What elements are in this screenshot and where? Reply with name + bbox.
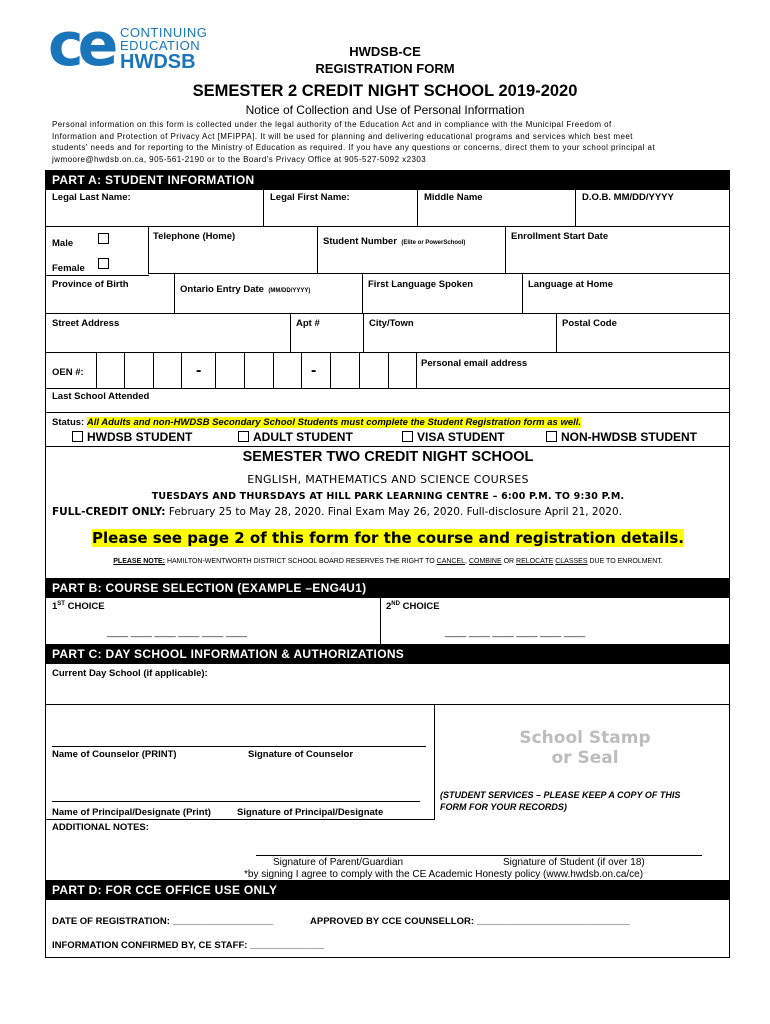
counselor-signature-line (52, 746, 426, 747)
logo-mark: ce (48, 10, 113, 80)
visa-student-label: VISA STUDENT (417, 430, 505, 444)
email-label: Personal email address (421, 358, 528, 369)
postal-code-label: Postal Code (562, 318, 617, 329)
please-note-text-1: HAMILTON-WENTWORTH DISTRICT SCHOOL BOARD RESERVES THE RIGHT TO (166, 558, 435, 565)
status-visa-student[interactable] (402, 430, 505, 444)
postal-code-field[interactable] (557, 314, 729, 351)
second-choice-text: CHOICE (402, 601, 440, 613)
part-c-heading: PART C: DAY SCHOOL INFORMATION & AUTHORIZATIONS (46, 644, 729, 664)
province-birth-label: Province of Birth (52, 279, 129, 290)
note-relocate: RELOCATE (516, 558, 554, 565)
logo-line-1: CONTINUING (120, 25, 208, 40)
student-signature-label: Signature of Student (if over 18) (503, 857, 645, 868)
program-title: SEMESTER TWO CREDIT NIGHT SCHOOL (242, 449, 534, 465)
part-b-heading: PART B: COURSE SELECTION (EXAMPLE –ENG4U1) (46, 578, 729, 598)
notice-body (52, 119, 732, 165)
see-page-2 (46, 528, 730, 547)
legal-last-name-label: Legal Last Name: (52, 192, 131, 203)
note-cancel: CANCEL (436, 558, 466, 565)
please-note: PLEASE NOTE: HAMILTON-WENTWORTH DISTRICT SCHOOL BOARD RESERVES THE RIGHT TO CANCEL, COMBINE OR RELOCATE CLASSES DUE TO ENROLMENT. (113, 558, 663, 565)
adult-student-checkbox[interactable] (238, 431, 249, 442)
status-line (52, 417, 581, 428)
header-form: REGISTRATION FORM (315, 61, 455, 76)
second-choice-label (386, 601, 440, 612)
stamp-line-1: School Stamp (519, 728, 651, 748)
notice-title: Notice of Collection and Use of Personal Information (245, 103, 525, 117)
current-day-school-label: Current Day School (if applicable): (52, 668, 208, 679)
last-school-field[interactable] (46, 389, 729, 412)
legal-first-name-field[interactable] (264, 190, 417, 225)
page-title: SEMESTER 2 CREDIT NIGHT SCHOOL 2019-2020 (192, 82, 578, 100)
notice-line-4: jwmoore@hwdsb.on.ca, 905-561-2190 or to the Board's Privacy Office at 905-527-5092 x2303 (52, 154, 427, 164)
services-note (440, 789, 680, 813)
student-number-label: Student Number (323, 236, 397, 247)
street-address-label: Street Address (52, 318, 120, 329)
city-label: City/Town (369, 318, 414, 329)
first-choice-text: CHOICE (67, 601, 105, 613)
principal-name-label: Name of Principal/Designate (Print) (52, 807, 211, 818)
second-choice-sup: ND (391, 601, 400, 607)
oen-field[interactable] (97, 353, 415, 387)
first-choice-num: 1 (52, 601, 58, 613)
ontario-entry-note: (MM/DD/YYYY) (268, 288, 311, 294)
status-note: All Adults and non-HWDSB Secondary School Students must complete the Student Registration form as well. (86, 417, 582, 428)
last-school-label: Last School Attended (52, 391, 150, 402)
part-a-heading: PART A: STUDENT INFORMATION (46, 170, 729, 190)
middle-name-label: Middle Name (424, 192, 483, 203)
adult-student-label: ADULT STUDENT (253, 430, 353, 444)
status-adult-student[interactable] (238, 430, 353, 444)
male-checkbox[interactable] (98, 233, 109, 244)
school-stamp-placeholder (470, 728, 700, 768)
enrollment-start-label: Enrollment Start Date (511, 231, 609, 242)
oen-label: OEN #: (52, 367, 84, 378)
approved-by-counsellor[interactable]: APPROVED BY CCE COUNSELLOR: _____________________________ (310, 916, 630, 927)
services-note-line-2: FORM FOR YOUR RECORDS) (440, 802, 567, 812)
female-label: Female (52, 263, 85, 274)
female-checkbox[interactable] (98, 258, 109, 269)
legal-first-name-label: Legal First Name: (270, 192, 350, 203)
dob-field[interactable] (576, 190, 729, 225)
note-or: OR (503, 558, 515, 565)
full-credit-text: February 25 to May 28, 2020. Final Exam May 26, 2020. Full-disclosure April 21, 2020. (168, 506, 622, 518)
oen-dash-1: - (196, 362, 202, 379)
honesty-note: *by signing I agree to comply with the CE Academic Honesty policy (www.hwdsb.on.ca/ce) (244, 869, 644, 880)
apt-label: Apt # (296, 318, 320, 329)
parent-student-signature-line (256, 855, 702, 856)
services-note-line-1: (STUDENT SERVICES – PLEASE KEEP A COPY OF THIS (440, 790, 681, 800)
parent-signature-label: Signature of Parent/Guardian (273, 857, 404, 868)
second-choice-num: 2 (386, 601, 392, 613)
street-address-field[interactable] (46, 314, 289, 351)
ontario-entry-field[interactable] (175, 276, 361, 312)
full-credit-line (52, 506, 622, 518)
first-choice-sup: ST (57, 601, 65, 607)
note-combine: COMBINE (468, 558, 502, 565)
program-subtitle: ENGLISH, MATHEMATICS AND SCIENCE COURSES (247, 473, 529, 486)
first-choice-label (52, 601, 105, 612)
ontario-entry-label: Ontario Entry Date (180, 284, 264, 295)
principal-signature-label: Signature of Principal/Designate (237, 807, 384, 818)
stamp-line-2: or Seal (551, 748, 619, 768)
hwdsb-student-checkbox[interactable] (72, 431, 83, 442)
first-language-label: First Language Spoken (368, 279, 474, 290)
please-note-text-2: DUE TO ENROLMENT. (589, 558, 663, 565)
legal-last-name-field[interactable] (46, 190, 263, 225)
first-choice-field[interactable]: ____ ____ ____ ____ ____ ____ (107, 627, 247, 638)
part-d-heading: PART D: FOR CCE OFFICE USE ONLY (46, 880, 729, 900)
information-confirmed-by[interactable]: INFORMATION CONFIRMED BY, CE STAFF: ______________ (52, 940, 325, 951)
logo-line-3: HWDSB (120, 51, 196, 73)
apt-field[interactable] (291, 314, 362, 351)
oen-dash-2: - (311, 362, 317, 379)
male-label: Male (52, 238, 74, 249)
counselor-field[interactable] (52, 712, 426, 746)
notice-line-3: students' needs and for reporting to the Ministry of Education as required. If you have any questions or concerns, direct them to your school principal at (52, 143, 656, 152)
status-non-hwdsb-student[interactable] (546, 430, 697, 444)
dob-label: D.O.B. MM/DD/YYYY (582, 192, 674, 203)
non-hwdsb-student-checkbox[interactable] (546, 431, 557, 442)
date-of-registration[interactable]: DATE OF REGISTRATION: ___________________ (52, 916, 273, 927)
telephone-field[interactable] (149, 227, 316, 273)
see-page-2-text: Please see page 2 of this form for the course and registration details. (92, 529, 684, 547)
header-org: HWDSB-CE (349, 44, 421, 59)
first-language-field[interactable] (363, 276, 521, 312)
additional-notes-label: ADDITIONAL NOTES: (52, 822, 149, 833)
visa-student-checkbox[interactable] (402, 431, 413, 442)
hwdsb-student-label: HWDSB STUDENT (87, 430, 193, 444)
middle-name-field[interactable] (418, 190, 575, 225)
logo-line-2: EDUCATION (120, 38, 201, 53)
note-classes: CLASSES (555, 558, 588, 565)
principal-signature-line (52, 801, 420, 802)
enrollment-start-field[interactable] (506, 227, 729, 273)
counselor-signature-label: Signature of Counselor (248, 749, 354, 760)
notice-line-2: Information and Protection of Privacy Act [MFIPPA]. It will be used for planning and delivering educational programs and services which best meet (52, 131, 633, 141)
full-credit-label: FULL-CREDIT ONLY: (52, 506, 166, 518)
student-number-field[interactable] (318, 227, 504, 273)
counselor-name-label: Name of Counselor (PRINT) (52, 749, 177, 760)
status-hwdsb-student[interactable] (72, 430, 192, 444)
additional-notes-field[interactable] (52, 834, 728, 852)
please-note-label: PLEASE NOTE: (113, 558, 165, 565)
program-schedule: TUESDAYS AND THURSDAYS AT HILL PARK LEARNING CENTRE – 6:00 P.M. TO 9:30 P.M. (151, 491, 625, 502)
second-choice-field[interactable]: ____ ____ ____ ____ ____ ____ (445, 627, 585, 638)
non-hwdsb-student-label: NON-HWDSB STUDENT (561, 430, 697, 444)
current-day-school-field[interactable] (46, 665, 729, 703)
language-home-label: Language at Home (528, 279, 613, 290)
province-birth-field[interactable] (46, 276, 173, 312)
language-home-field[interactable] (523, 276, 729, 312)
email-field[interactable] (417, 353, 729, 387)
status-label: Status: (52, 417, 85, 428)
city-field[interactable] (364, 314, 555, 351)
telephone-label: Telephone (Home) (153, 231, 236, 242)
principal-field[interactable] (52, 770, 420, 801)
notice-line-1: Personal information on this form is collected under the legal authority of the Education Act and in compliance with the Municipal Freedom of (52, 120, 612, 129)
student-number-note: (Elite or PowerSchool) (401, 240, 466, 246)
